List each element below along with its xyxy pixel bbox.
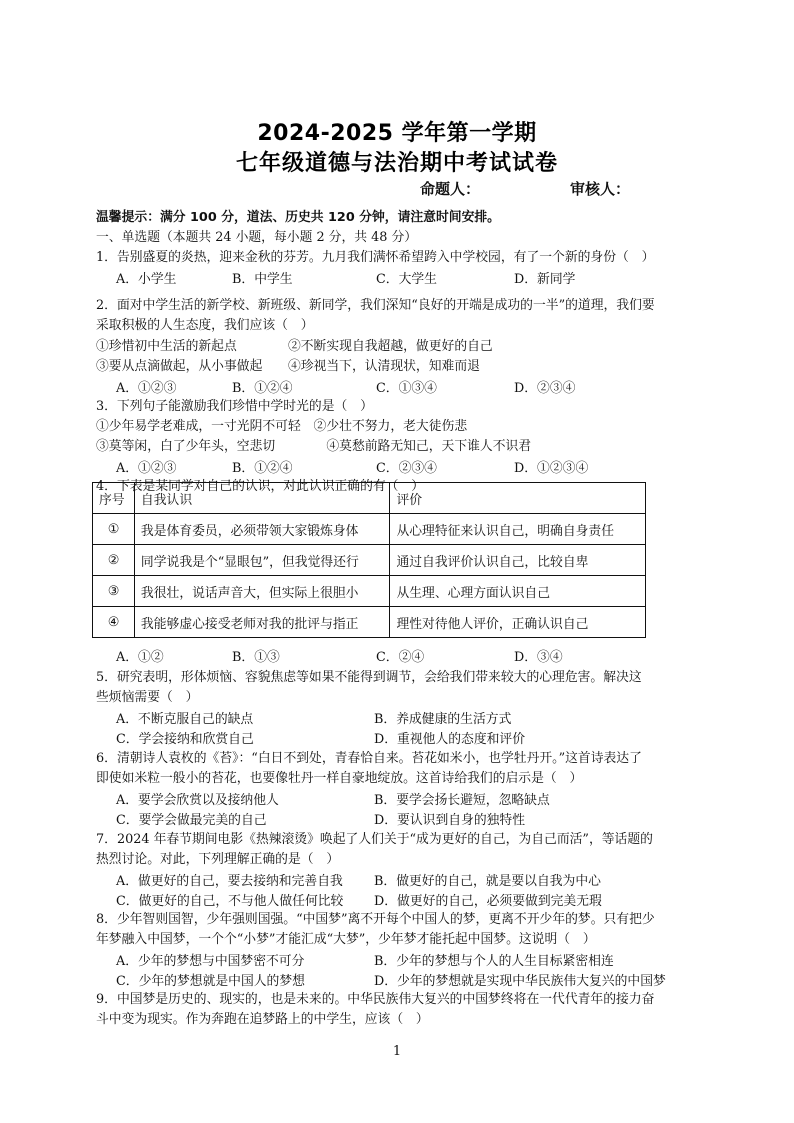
answer-option: D．重视他人的态度和评价 [374,732,526,747]
table-cell: 我是体育委员，必须带领大家锻炼身体 [134,514,390,545]
question-line: 斗中变为现实。作为奔跑在追梦路上的中学生，应该（ ） [96,1012,429,1027]
answer-option: B．①②④ [232,381,293,396]
question-line: 3．下列句子能激励我们珍惜中学时光的是（ ） [96,399,373,414]
question-line: 1．告别盛夏的炎热，迎来金秋的芬芳。九月我们满怀希望跨入中学校园，有了一个新的身份（ ） [96,250,655,265]
exam-title-line1: 2024-2025 学年第一学期 [257,121,537,146]
answer-option: C．②④ [376,650,425,665]
question-line: 2．面对中学生活的新学校、新班级、新同学，我们深知“良好的开端是成功的一半”的道理，我们要 [96,298,655,313]
table-header-cell: 评价 [390,483,646,514]
answer-option: B．做更好的自己，就是要以自我为中心 [374,874,601,889]
answer-option: D．②③④ [514,381,576,396]
question-line: 6．清朝诗人袁枚的《苔》：“白日不到处，青春恰自来。苔花如米小，也学牡丹开。”这首诗表达了 [96,751,642,766]
answer-option: C．少年的梦想就是中国人的梦想 [116,974,305,989]
answer-option: B．①③ [232,650,280,665]
table-header-row [93,483,646,514]
page-number: 1 [392,1044,402,1059]
question-line: 4．下表是某同学对自己的认识，对此认识正确的有（ ） [96,479,425,494]
answer-option: B．要学会扬长避短，忽略缺点 [374,793,550,808]
answer-option: C．①③④ [376,381,437,396]
section-one-heading: 一、单选题（本题共 24 小题，每小题 2 分，共 48 分） [96,230,418,245]
answer-option: C．学会接纳和欣赏自己 [116,732,254,747]
answer-option: A．不断克服自己的缺点 [116,712,254,727]
answer-option: C．大学生 [376,272,437,287]
answer-option: A．①② [116,650,164,665]
question-line: 7．2024 年春节期间电影《热辣滚烫》唤起了人们关于“成为更好的自己，为自己而活”，等话题的 [96,832,653,847]
answer-option: B．中学生 [232,272,293,287]
table-cell: 我很壮，说话声音大，但实际上很胆小 [134,576,390,607]
question-line: ①珍惜初中生活的新起点 ②不断实现自我超越，做更好的自己 [96,339,493,354]
tip-text: 温馨提示：满分 100 分，道法、历史共 120 分钟，请注意时间安排。 [96,210,500,225]
question-line: 5．研究表明，形体烦恼、容貌焦虑等如果不能得到调节，会给我们带来较大的心理危害。解决这 [96,670,642,685]
table-cell: 同学说我是个“显眼包”，但我觉得还行 [134,545,390,576]
answer-option: A．少年的梦想与中国梦密不可分 [116,954,305,969]
table-cell: ③ [93,576,135,607]
answer-option: A．①②③ [116,381,177,396]
answer-option: A．做更好的自己，要去接纳和完善自我 [116,874,343,889]
table-cell: ② [93,545,135,576]
answer-option: A．①②③ [116,461,177,476]
answer-option: D．做更好的自己，必须要做到完美无瑕 [374,894,602,909]
exam-title-line2: 七年级道德与法治期中考试试卷 [235,151,558,176]
question-line: ③要从点滴做起，从小事做起 ④珍视当下，认清现状，知难而退 [96,359,480,374]
answer-option: D．要认识到自身的独特性 [374,813,526,828]
question-line: 8．少年智则国智，少年强则国强。“中国梦”离不开每个中国人的梦，更离不开少年的梦。只有把少 [96,912,655,927]
answer-option: D．③④ [514,650,563,665]
answer-option: C．做更好的自己，不与他人做任何比较 [116,894,344,909]
self-recognition-table [92,482,646,638]
question-line: ①少年易学老难成，一寸光阴不可轻 ②少壮不努力，老大徒伤悲 [96,419,468,434]
table-cell: 从心理特征来认识自己，明确自身责任 [390,514,646,545]
answer-option: A．要学会欣赏以及接纳他人 [116,793,279,808]
table-row [93,545,646,576]
table-cell: 通过自我评价认识自己，比较自卑 [390,545,646,576]
reviewer-label: 审核人： [570,180,631,198]
question-line: 热烈讨论。对此，下列理解正确的是（ ） [96,852,340,867]
table-cell: ④ [93,607,135,638]
answer-option: D．新同学 [514,272,576,287]
question-line: 9．中国梦是历史的、现实的，也是未来的。中华民族伟大复兴的中国梦终将在一代代青年的接力奋 [96,992,655,1007]
table-cell: 理性对待他人评价，正确认识自己 [390,607,646,638]
answer-option: B．养成健康的生活方式 [374,712,512,727]
question-line: ③莫等闲，白了少年头，空悲切 ④莫愁前路无知己，天下谁人不识君 [96,439,532,454]
table-row [93,576,646,607]
answer-option: A．小学生 [116,272,177,287]
table-row [93,514,646,545]
question-line: 采取积极的人生态度，我们应该（ ） [96,318,314,333]
author-label: 命题人： [420,180,481,198]
answer-option: C．要学会做最完美的自己 [116,813,267,828]
question-line: 年梦融入中国梦，一个个“小梦”才能汇成“大梦”，少年梦才能托起中国梦。这说明（ ） [96,932,596,947]
answer-option: D．①②③④ [514,461,589,476]
table-header-cell: 序号 [93,483,135,514]
table-cell: 从生理、心理方面认识自己 [390,576,646,607]
table-row [93,607,646,638]
question-line: 即使如米粒一般小的苔花，也要像牡丹一样自豪地绽放。这首诗给我们的启示是（ ） [96,771,583,786]
table-cell: 我能够虚心接受老师对我的批评与指正 [134,607,390,638]
table-header-cell: 自我认识 [134,483,390,514]
answer-option: C．②③④ [376,461,437,476]
answer-option: D．少年的梦想就是实现中华民族伟大复兴的中国梦 [374,974,666,989]
answer-option: B．少年的梦想与个人的人生目标紧密相连 [374,954,614,969]
table-cell: ① [93,514,135,545]
answer-option: B．①②④ [232,461,293,476]
question-line: 些烦恼需要（ ） [96,690,199,705]
